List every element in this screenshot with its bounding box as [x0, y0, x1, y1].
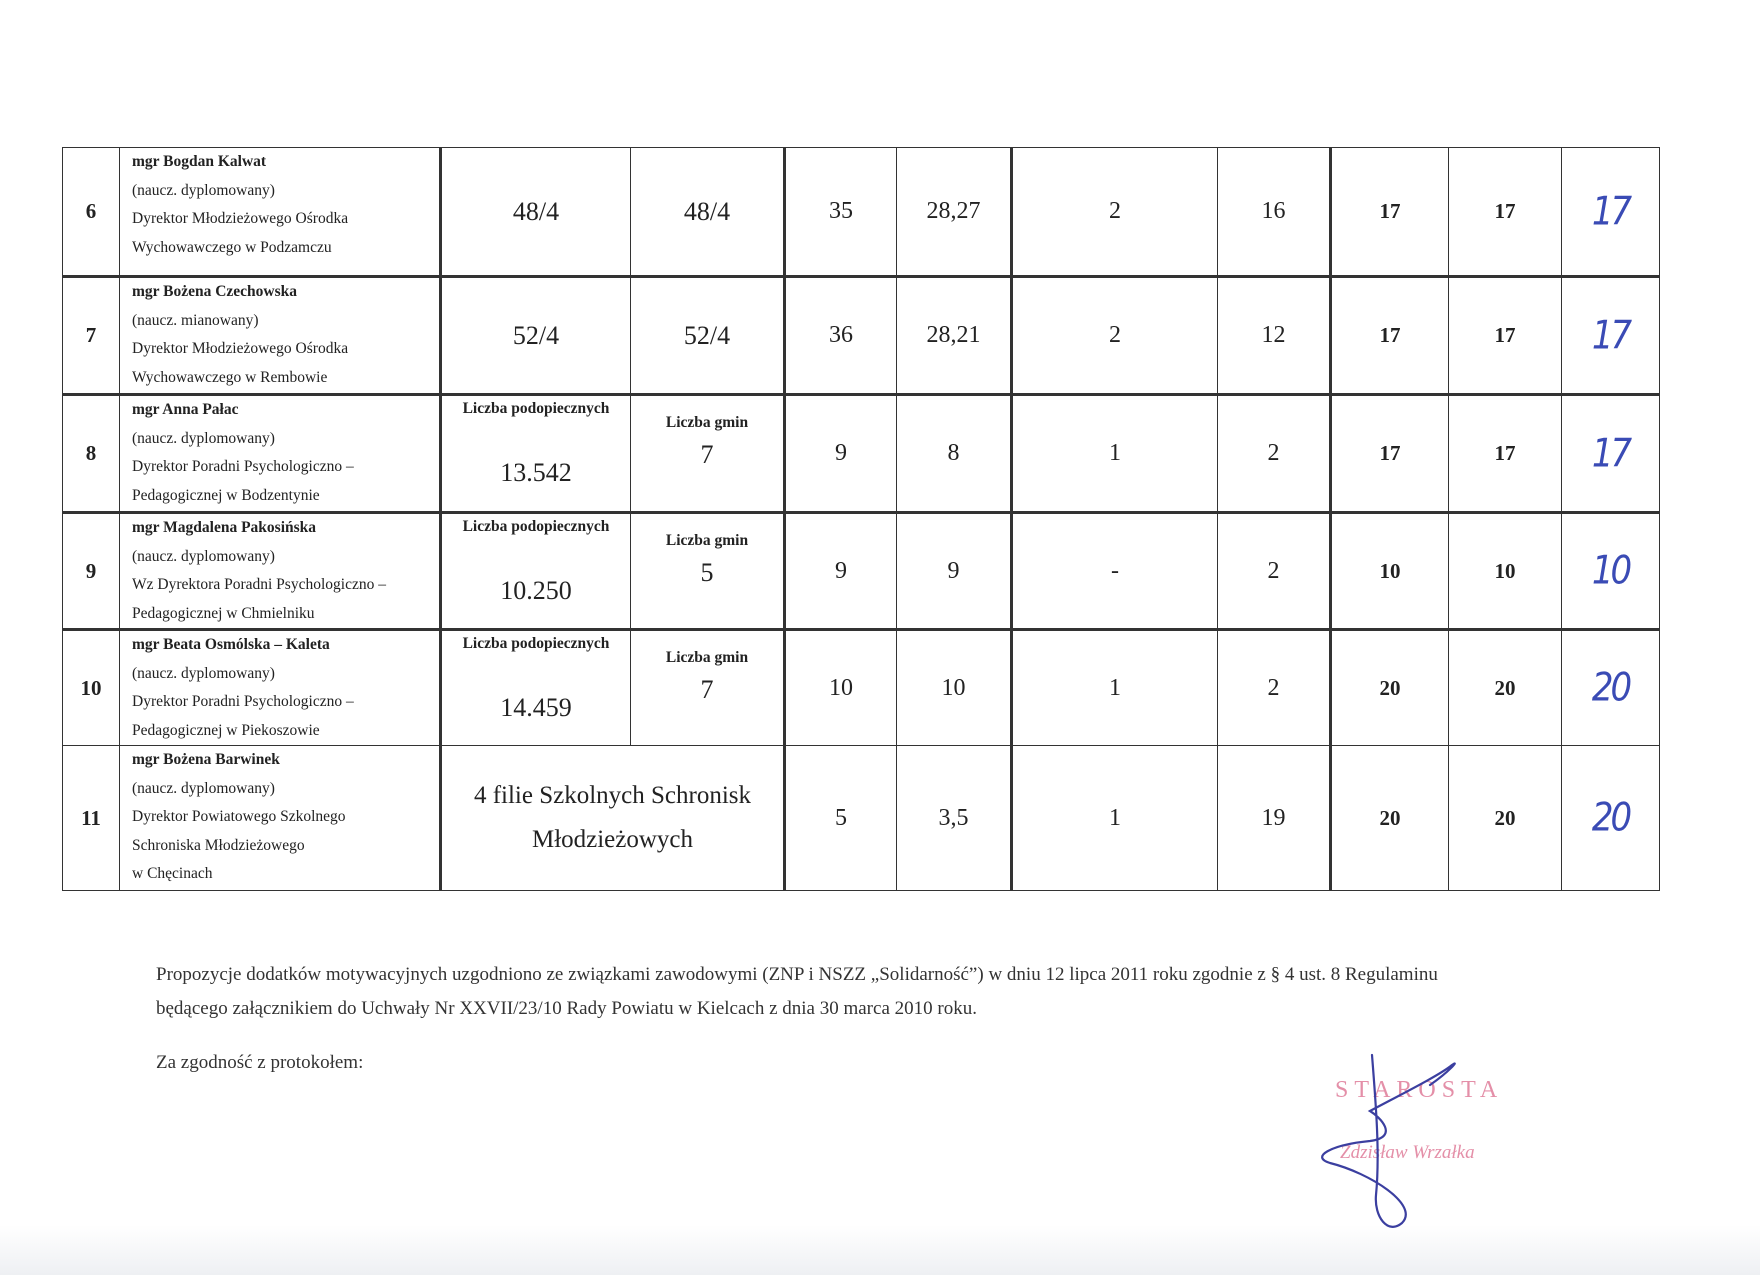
value-h: 17 — [1449, 277, 1562, 395]
value-c: 9 — [785, 513, 897, 630]
agreement-note — [156, 958, 1596, 1026]
person-detail: Dyrektor Młodzieżowego Ośrodka — [132, 210, 349, 227]
value-f: 16 — [1218, 148, 1331, 277]
value-g: 10 — [1331, 513, 1449, 630]
person-detail: (naucz. dyplomowany) — [132, 779, 275, 797]
value-f: 19 — [1218, 746, 1331, 891]
handwritten-value: 17 — [1591, 430, 1630, 477]
person-detail: Wychowawczego w Rembowie — [132, 368, 328, 386]
value-g: 17 — [1331, 277, 1449, 395]
value-c: 5 — [785, 746, 897, 891]
value-h: 17 — [1449, 148, 1562, 277]
value-d: 28,21 — [897, 277, 1012, 395]
communes-cell — [631, 513, 785, 630]
value-c: 35 — [785, 148, 897, 277]
value-f: 2 — [1218, 395, 1331, 513]
row-number: 8 — [63, 395, 120, 513]
value-d: 3,5 — [897, 746, 1012, 891]
beneficiaries-label: Liczba podopiecznych — [462, 518, 610, 535]
hostels-line: 4 filie Szkolnych Schronisk — [473, 782, 752, 809]
communes-value: 5 — [700, 558, 714, 587]
person-detail: Pedagogicznej w Bodzentynie — [132, 486, 320, 504]
communes-label: Liczba gmin — [665, 532, 749, 549]
row-number: 7 — [63, 277, 120, 395]
handwritten-value: 20 — [1591, 665, 1630, 711]
value-f: 2 — [1218, 513, 1331, 630]
person-name: mgr Anna Pałac — [132, 401, 239, 418]
beneficiaries-cell — [441, 513, 631, 630]
person-detail: w Chęcinach — [132, 865, 213, 882]
agreement-note-line: Propozycje dodatków motywacyjnych uzgodniono ze związkami zawodowymi (ZNP i NSZZ „Solidarność”) w dniu 12 lipca 2011 roku zgodnie z § 4 ust. 8 Regulaminu — [156, 964, 1438, 985]
table-row — [63, 746, 1660, 891]
table-row — [63, 277, 1660, 395]
beneficiaries-cell — [441, 630, 631, 746]
value-h: 20 — [1449, 746, 1562, 891]
stamp-name: Zdzisław Wrzałka — [1340, 1142, 1475, 1163]
value-e: 2 — [1012, 148, 1218, 277]
value-c: 10 — [785, 630, 897, 746]
beneficiaries-value: 13.542 — [500, 458, 572, 487]
communes-cell — [631, 395, 785, 513]
communes-value: 7 — [700, 440, 714, 469]
stamp-title: STAROSTA — [1335, 1077, 1504, 1103]
value-g: 20 — [1331, 746, 1449, 891]
person-detail: Schroniska Młodzieżowego — [132, 836, 305, 854]
value-e: 2 — [1012, 277, 1218, 395]
person-detail: Dyrektor Poradni Psychologiczno – — [132, 458, 354, 475]
protocol-conformity-label: Za zgodność z protokołem: — [156, 1052, 364, 1073]
value-e: - — [1012, 513, 1218, 630]
agreement-note-line: będącego załącznikiem do Uchwały Nr XXVII/23/10 Rady Powiatu w Kielcach z dnia 30 marca 2010 roku. — [156, 998, 977, 1019]
person-detail: Pedagogicznej w Piekoszowie — [132, 721, 320, 739]
person-name: mgr Bogdan Kalwat — [132, 153, 267, 170]
person-detail: Pedagogicznej w Chmielniku — [132, 604, 315, 622]
value-a: 52/4 — [441, 277, 631, 395]
handwritten-value: 17 — [1591, 188, 1630, 235]
beneficiaries-value: 14.459 — [500, 693, 572, 722]
person-detail: Dyrektor Młodzieżowego Ośrodka — [132, 340, 349, 357]
person-cell — [120, 395, 441, 513]
value-b: 52/4 — [631, 277, 785, 395]
handwritten-value-cell — [1562, 630, 1660, 746]
beneficiaries-value: 10.250 — [500, 576, 572, 605]
table-row — [63, 630, 1660, 746]
value-f: 12 — [1218, 277, 1331, 395]
value-c: 9 — [785, 395, 897, 513]
value-c: 36 — [785, 277, 897, 395]
handwritten-value-cell — [1562, 395, 1660, 513]
value-h: 20 — [1449, 630, 1562, 746]
value-d: 8 — [897, 395, 1012, 513]
value-g: 20 — [1331, 630, 1449, 746]
handwritten-value: 17 — [1591, 312, 1630, 359]
beneficiaries-cell — [441, 395, 631, 513]
hostels-line: Młodzieżowych — [531, 826, 694, 853]
communes-label: Liczba gmin — [665, 649, 749, 666]
person-detail: (naucz. dyplomowany) — [132, 547, 275, 565]
handwritten-value-cell — [1562, 277, 1660, 395]
communes-value: 7 — [700, 675, 714, 704]
person-cell — [120, 630, 441, 746]
person-detail: Wychowawczego w Podzamczu — [132, 238, 332, 256]
value-e: 1 — [1012, 395, 1218, 513]
person-name: mgr Magdalena Pakosińska — [132, 519, 317, 536]
person-name: mgr Bożena Czechowska — [132, 283, 298, 300]
person-cell — [120, 148, 441, 277]
value-h: 17 — [1449, 395, 1562, 513]
value-d: 9 — [897, 513, 1012, 630]
value-g: 17 — [1331, 395, 1449, 513]
person-detail: (naucz. mianowany) — [132, 311, 259, 329]
beneficiaries-label: Liczba podopiecznych — [462, 400, 610, 417]
handwritten-value-cell — [1562, 148, 1660, 277]
person-cell — [120, 513, 441, 630]
person-cell — [120, 277, 441, 395]
person-detail: (naucz. dyplomowany) — [132, 429, 275, 447]
value-e: 1 — [1012, 630, 1218, 746]
signature — [1310, 1045, 1530, 1235]
communes-label: Liczba gmin — [665, 414, 749, 431]
hostels-cell — [441, 746, 785, 891]
beneficiaries-label: Liczba podopiecznych — [462, 635, 610, 652]
row-number: 9 — [63, 513, 120, 630]
handwritten-value: 10 — [1591, 548, 1630, 594]
value-d: 28,27 — [897, 148, 1012, 277]
value-f: 2 — [1218, 630, 1331, 746]
value-b: 48/4 — [631, 148, 785, 277]
value-e: 1 — [1012, 746, 1218, 891]
value-h: 10 — [1449, 513, 1562, 630]
row-number: 11 — [63, 746, 120, 891]
person-name: mgr Bożena Barwinek — [132, 751, 280, 768]
person-detail: Dyrektor Powiatowego Szkolnego — [132, 808, 346, 825]
person-name: mgr Beata Osmólska – Kaleta — [132, 636, 330, 653]
table-row — [63, 513, 1660, 630]
row-number: 10 — [63, 630, 120, 746]
person-cell — [120, 746, 441, 891]
person-detail: Dyrektor Poradni Psychologiczno – — [132, 693, 354, 710]
bonus-table — [62, 147, 1660, 891]
value-a: 48/4 — [441, 148, 631, 277]
table-row — [63, 148, 1660, 277]
person-detail: Wz Dyrektora Poradni Psychologiczno – — [132, 576, 386, 593]
value-g: 17 — [1331, 148, 1449, 277]
person-detail: (naucz. dyplomowany) — [132, 181, 275, 199]
table-row — [63, 395, 1660, 513]
handwritten-value-cell — [1562, 746, 1660, 891]
communes-cell — [631, 630, 785, 746]
handwritten-value: 20 — [1591, 795, 1630, 841]
handwritten-value-cell — [1562, 513, 1660, 630]
person-detail: (naucz. dyplomowany) — [132, 664, 275, 682]
row-number: 6 — [63, 148, 120, 277]
value-d: 10 — [897, 630, 1012, 746]
